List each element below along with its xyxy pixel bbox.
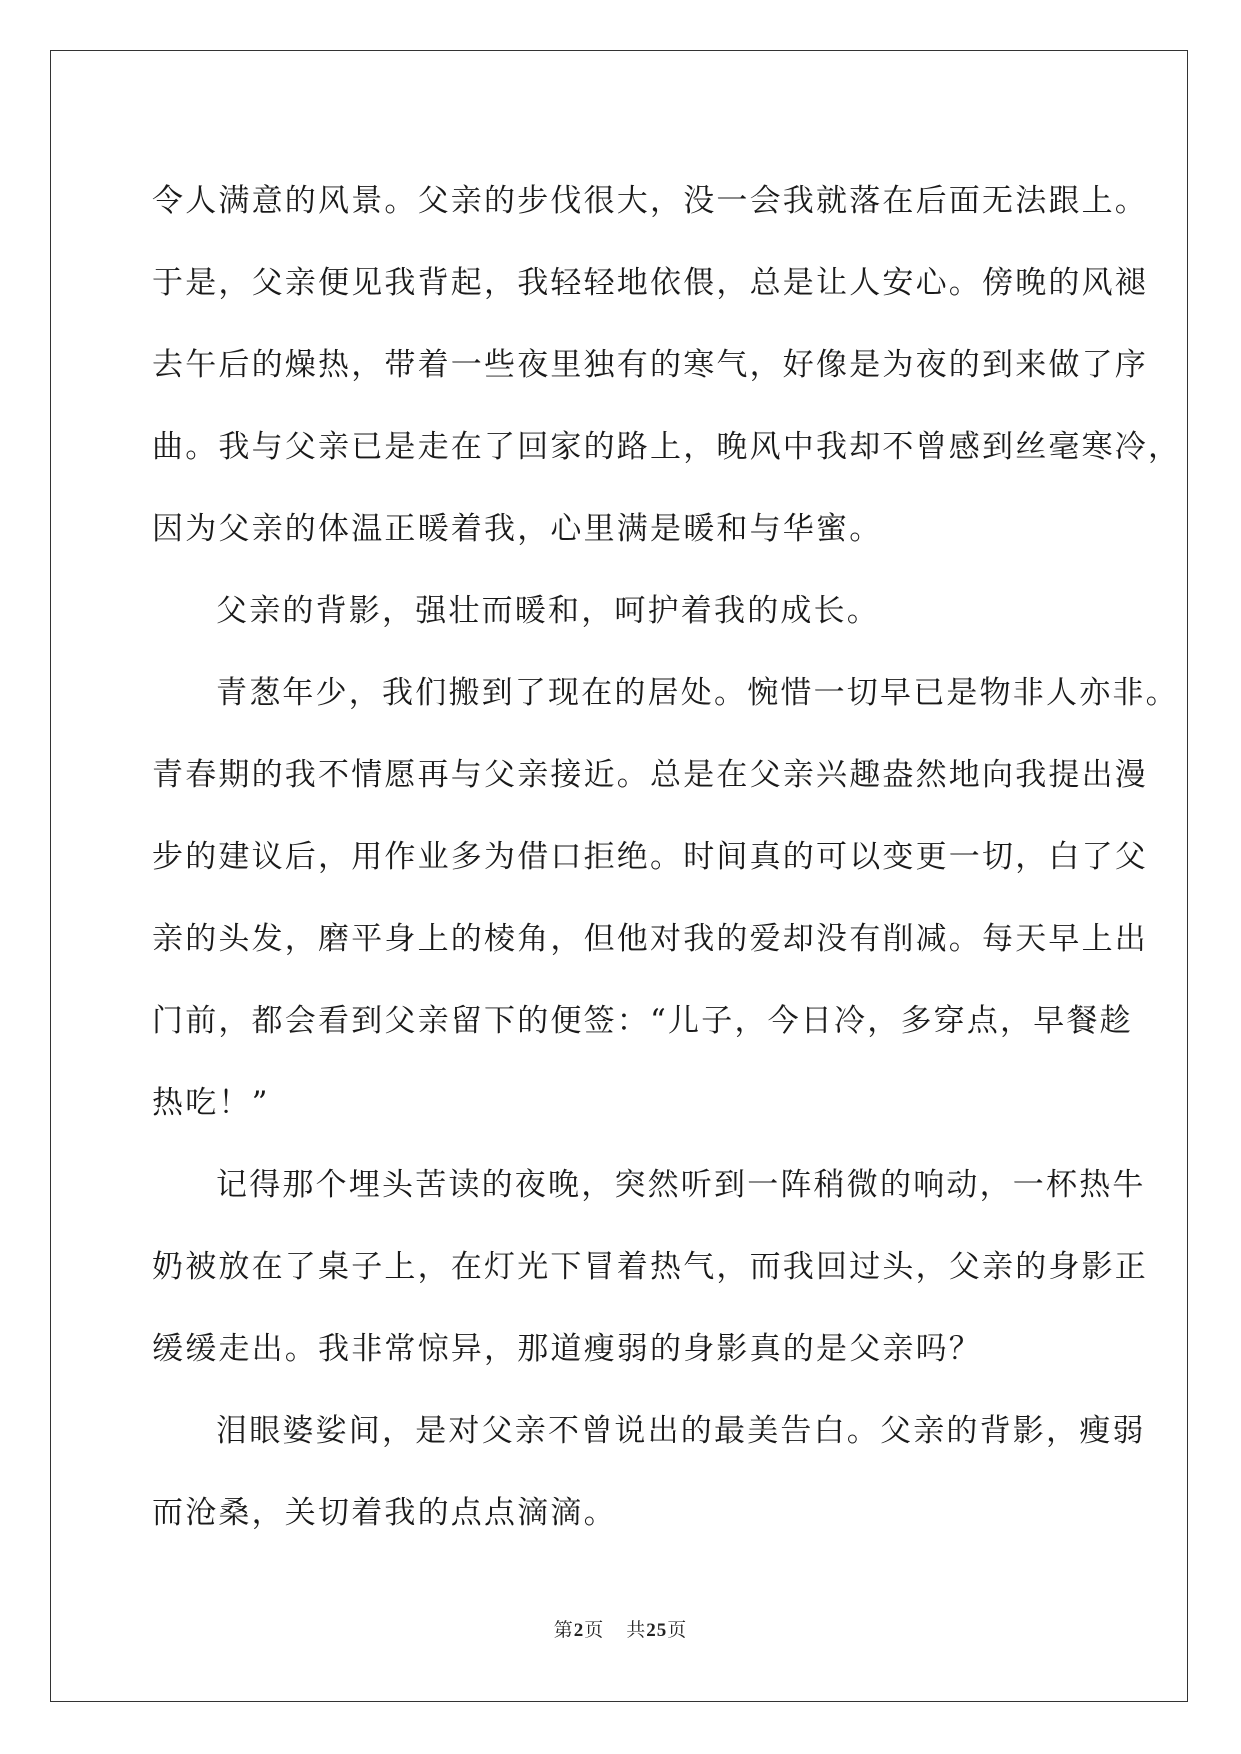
text-line: 奶被放在了桌子上，在灯光下冒着热气，而我回过头，父亲的身影正 xyxy=(152,1249,1148,1285)
page-number: 2 xyxy=(573,1620,585,1641)
total-pages: 25 xyxy=(646,1620,668,1641)
text-line: 而沧桑，关切着我的点点滴滴。 xyxy=(152,1495,617,1531)
text-line: 青春期的我不情愿再与父亲接近。总是在父亲兴趣盎然地向我提出漫 xyxy=(152,757,1148,793)
text-line: 因为父亲的体温正暖着我，心里满是暖和与华蜜。 xyxy=(152,511,883,547)
page-footer xyxy=(0,1618,1241,1643)
text-line: 门前，都会看到父亲留下的便签：“儿子，今日冷，多穿点，早餐趁 xyxy=(152,1003,1133,1039)
text-line: 令人满意的风景。父亲的步伐很大，没一会我就落在后面无法跟上。 xyxy=(152,183,1148,219)
paragraph-start: 记得那个埋头苦读的夜晚，突然听到一阵稍微的响动，一杯热牛 xyxy=(216,1167,1146,1203)
text-line: 缓缓走出。我非常惊异，那道瘦弱的身影真的是父亲吗？ xyxy=(152,1331,982,1367)
page-suffix: 页 xyxy=(584,1619,605,1641)
text-line: 于是，父亲便见我背起，我轻轻地依偎，总是让人安心。傍晚的风褪 xyxy=(152,265,1148,301)
paragraph-start: 父亲的背影，强壮而暖和，呵护着我的成长。 xyxy=(216,593,880,629)
text-line: 亲的头发，磨平身上的棱角，但他对我的爱却没有削减。每天早上出 xyxy=(152,921,1148,957)
total-suffix: 页 xyxy=(667,1619,688,1641)
paragraph-start: 青葱年少，我们搬到了现在的居处。惋惜一切早已是物非人亦非。 xyxy=(216,675,1179,711)
text-line: 去午后的燥热，带着一些夜里独有的寒气，好像是为夜的到来做了序 xyxy=(152,347,1148,383)
total-prefix: 共 xyxy=(626,1619,647,1641)
text-line: 曲。我与父亲已是走在了回家的路上，晚风中我却不曾感到丝毫寒冷， xyxy=(152,429,1182,465)
text-line: 步的建议后，用作业多为借口拒绝。时间真的可以变更一切，白了父 xyxy=(152,839,1148,875)
paragraph-start: 泪眼婆娑间，是对父亲不曾说出的最美告白。父亲的背影，瘦弱 xyxy=(216,1413,1146,1449)
text-line: 热吃！” xyxy=(152,1085,270,1121)
document-body xyxy=(152,160,1182,1554)
page-prefix: 第 xyxy=(553,1619,574,1641)
